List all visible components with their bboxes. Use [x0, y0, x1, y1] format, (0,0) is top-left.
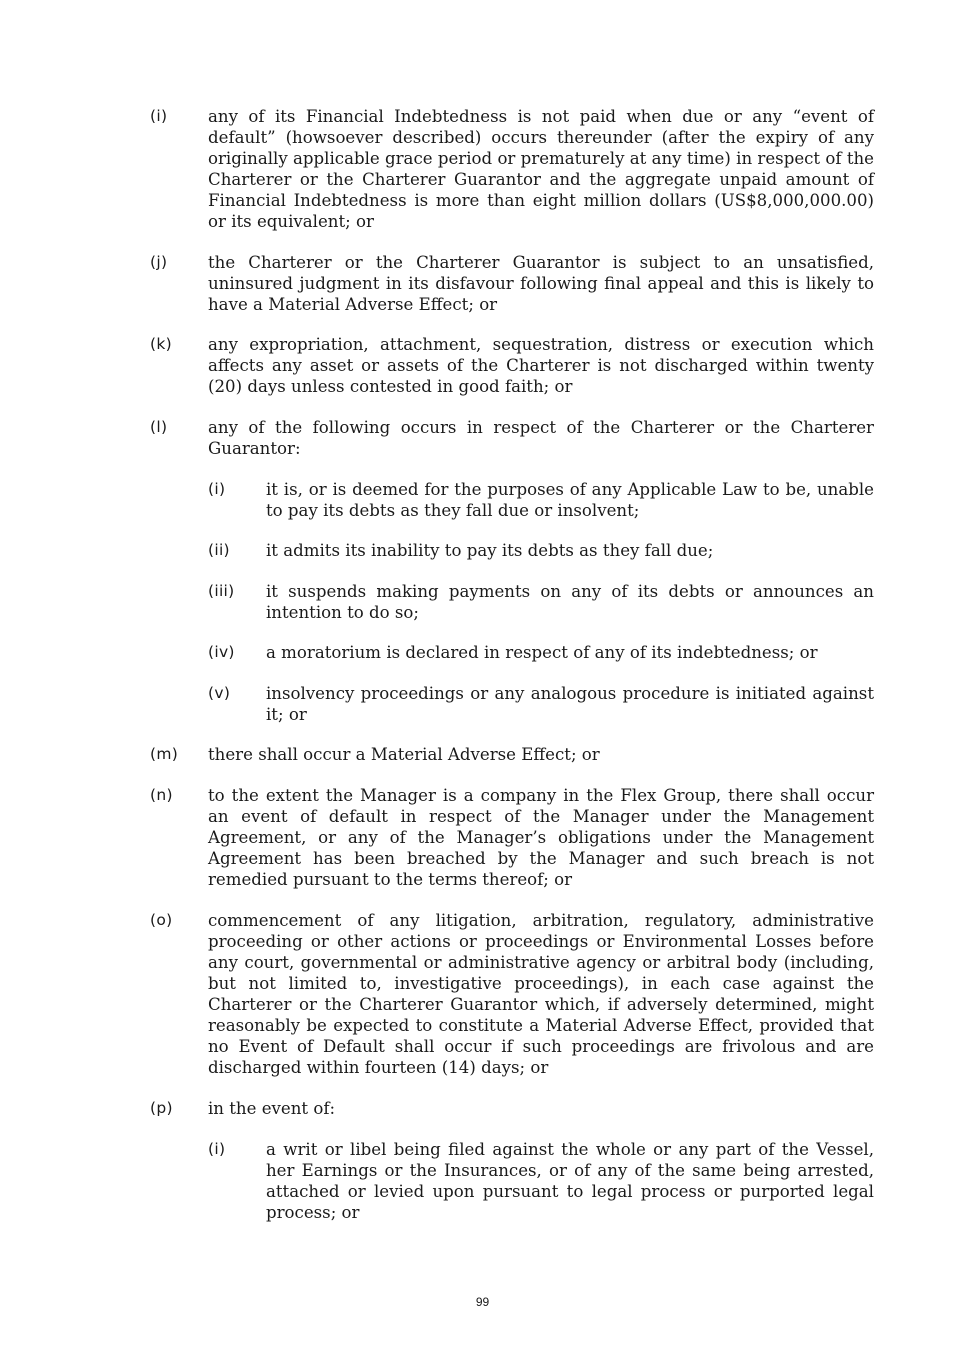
clause-text: there shall occur a Material Adverse Effect; or	[208, 745, 600, 764]
sub-clause-number: (ii)	[208, 541, 230, 559]
clause-text: to the extent the Manager is a company in the Flex Group, there shall occur an event of default in respect of the Manager under the Management Agreement, or any of the Manager’s obligations under the Management Agreement has been breached by the Manager and such breach is not remedied pursuant to the terms thereof; or	[208, 786, 874, 889]
sub-clause-text: insolvency proceedings or any analogous procedure is initiated against it; or	[266, 684, 874, 724]
sub-clause-number: (i)	[208, 1140, 226, 1158]
clause-number: (m)	[150, 745, 179, 763]
sub-clause-number: (iv)	[208, 643, 235, 661]
clause-number: (n)	[150, 786, 173, 804]
clause-text: any expropriation, attachment, sequestration, distress or execution which affects any asset or assets of the Charterer is not discharged within twenty (20) days unless contested in good faith; or	[208, 335, 874, 396]
sub-clause-text: it admits its inability to pay its debts as they fall due;	[266, 541, 714, 560]
clause-number: (o)	[150, 911, 173, 929]
sub-clause-l-v	[208, 683, 874, 725]
clause-number: (l)	[150, 418, 168, 436]
sub-clause-l-i	[208, 479, 874, 521]
sub-clause-l-iii	[208, 581, 874, 623]
clause-number: (j)	[150, 253, 168, 271]
clause-text: commencement of any litigation, arbitration, regulatory, administrative proceeding or other actions or proceedings or Environmental Losses before any court, governmental or administrative agency or arbitral body (including, but not limited to, investigative proceedings), in each case against the Charterer or the Charterer Guarantor which, if adversely determined, might reasonably be expected to constitute a Material Adverse Effect, provided that no Event of Default shall occur if such proceedings are frivolous and are discharged within fourteen (14) days; or	[208, 911, 874, 1077]
clause-text: any of its Financial Indebtedness is not paid when due or any “event of default” (howsoever described) occurs thereunder (after the expiry of any originally applicable grace period or prematurely at any time) in respect of the Charterer or the Charterer Guarantor and the aggregate unpaid amount of Financial Indebtedness is more than eight million dollars (US$8,000,000.00) or its equivalent; or	[208, 107, 874, 231]
clause-number: (i)	[150, 107, 168, 125]
clause-text: any of the following occurs in respect of the Charterer or the Charterer Guarantor:	[208, 418, 874, 458]
sub-clause-number: (iii)	[208, 582, 235, 600]
clause-text: the Charterer or the Charterer Guarantor is subject to an unsatisfied, uninsured judgment in its disfavour following final appeal and this is likely to have a Material Adverse Effect; or	[208, 253, 874, 314]
clause-text: in the event of:	[208, 1099, 336, 1118]
sub-clause-text: a moratorium is declared in respect of any of its indebtedness; or	[266, 643, 818, 662]
sub-clause-l-ii	[208, 540, 874, 561]
sub-clause-text: a writ or libel being filed against the whole or any part of the Vessel, her Earnings or the Insurances, or of any of the same being arrested, attached or levied upon pursuant to legal process or purported legal process; or	[266, 1140, 874, 1222]
sub-clause-text: it suspends making payments on any of its debts or announces an intention to do so;	[266, 582, 874, 622]
clause-number: (k)	[150, 335, 172, 353]
clause-i	[150, 106, 874, 232]
sub-clause-p-i	[208, 1139, 874, 1223]
page-number: 99	[475, 1295, 490, 1309]
sub-clause-number: (v)	[208, 684, 231, 702]
clause-m	[150, 744, 874, 765]
clause-n	[150, 785, 874, 890]
clause-o	[150, 910, 874, 1078]
clause-p	[150, 1098, 874, 1119]
clause-number: (p)	[150, 1099, 173, 1117]
sub-clause-number: (i)	[208, 480, 226, 498]
clause-j	[150, 252, 874, 315]
clause-l	[150, 417, 874, 459]
sub-clause-text: it is, or is deemed for the purposes of any Applicable Law to be, unable to pay its debts as they fall due or insolvent;	[266, 480, 874, 520]
sub-clause-l-iv	[208, 642, 874, 663]
clause-k	[150, 334, 874, 397]
